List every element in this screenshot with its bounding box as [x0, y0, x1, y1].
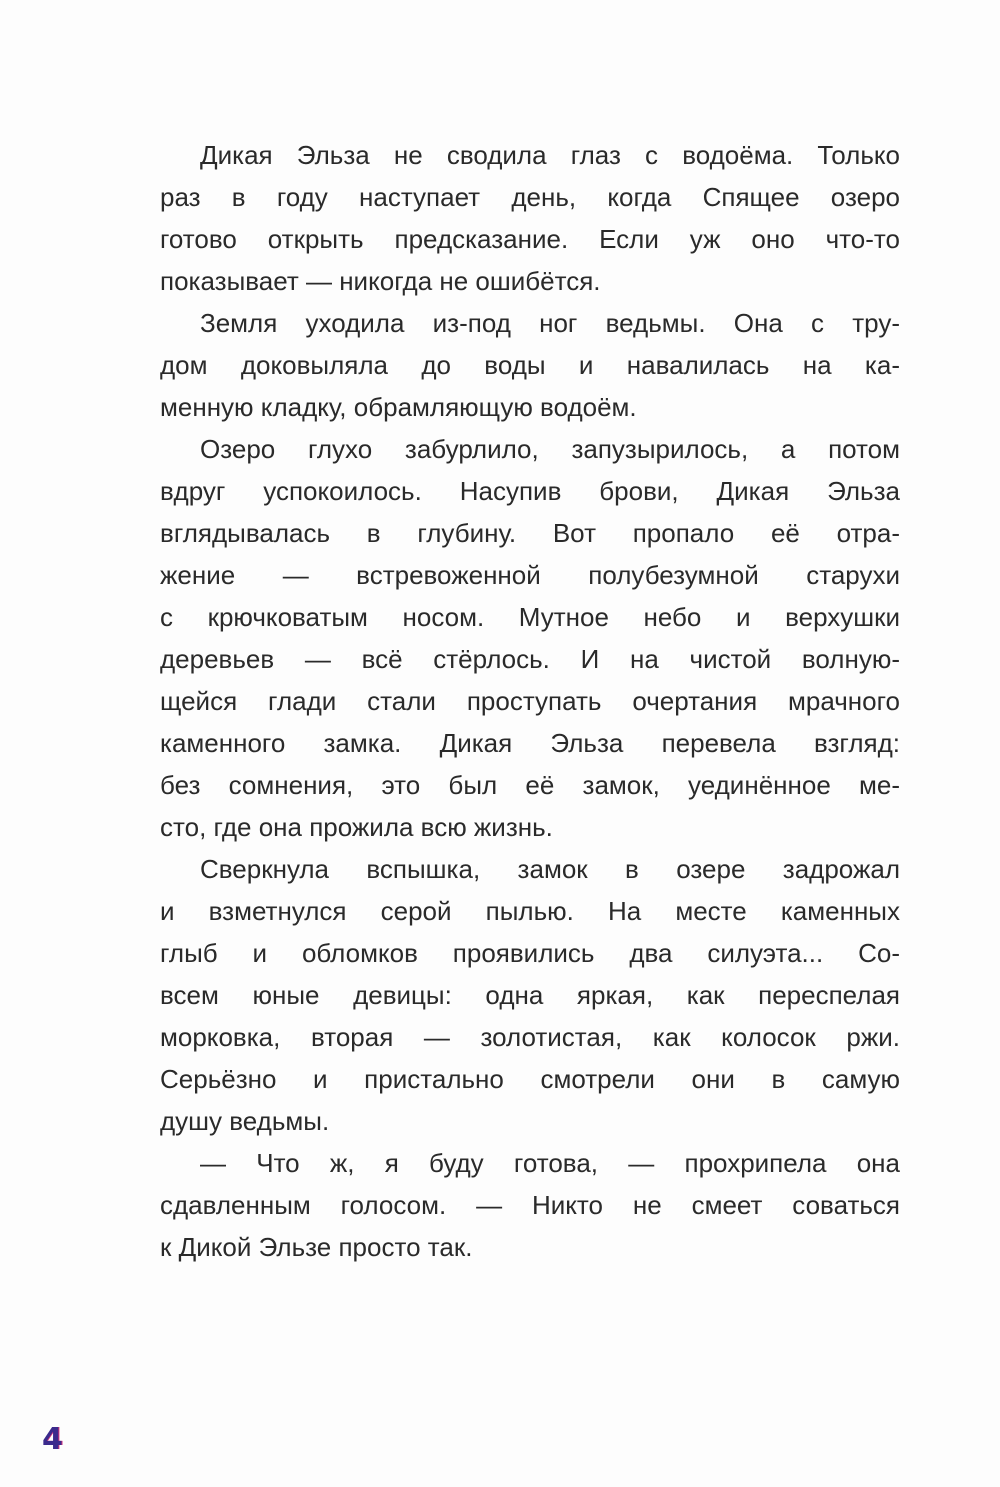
text-line: вглядывалась в глубину. Вот пропало её отра- [160, 518, 900, 548]
text-line: готово открыть предсказание. Если уж оно что-то [160, 224, 900, 254]
text-line: морковка, вторая — золотистая, как колосок ржи. [160, 1022, 900, 1052]
paragraph [160, 428, 900, 848]
text-line: душу ведьмы. [160, 1106, 330, 1136]
text-line: дом доковыляла до воды и навалилась на ка- [160, 350, 900, 380]
text-line: сто, где она прожила всю жизнь. [160, 812, 553, 842]
text-line: без сомнения, это был её замок, уединённое ме- [160, 770, 900, 800]
paragraph [160, 848, 900, 1142]
text-line: менную кладку, обрамляющую водоём. [160, 392, 637, 422]
text-line: Сверкнула вспышка, замок в озере задрожал [200, 854, 900, 884]
text-line: Земля уходила из-под ног ведьмы. Она с тру- [200, 308, 900, 338]
text-line: Серьёзно и пристально смотрели они в самую [160, 1064, 900, 1094]
text-line: щейся глади стали проступать очертания мрачного [160, 686, 900, 716]
text-line: Озеро глухо забурлило, запузырилось, а потом [200, 434, 900, 464]
text-line: каменного замка. Дикая Эльза перевела взгляд: [160, 728, 900, 758]
text-line: показывает — никогда не ошибётся. [160, 266, 601, 296]
text-line: раз в году наступает день, когда Спящее озеро [160, 182, 900, 212]
page-body-text [160, 134, 900, 1268]
text-line: с крючковатым носом. Мутное небо и верхушки [160, 602, 900, 632]
text-line: вдруг успокоилось. Насупив брови, Дикая Эльза [160, 476, 900, 506]
paragraph [160, 134, 900, 302]
text-line: сдавленным голосом. — Никто не смеет соваться [160, 1190, 900, 1220]
paragraph [160, 1142, 900, 1268]
paragraph [160, 302, 900, 428]
text-line: жение — встревоженной полубезумной старухи [160, 560, 900, 590]
text-line: — Что ж, я буду готова, — прохрипела она [200, 1148, 900, 1178]
text-line: деревьев — всё стёрлось. И на чистой волную- [160, 644, 900, 674]
page-number: 4 [42, 1422, 63, 1457]
text-line: и взметнулся серой пылью. На месте каменных [160, 896, 900, 926]
text-line: глыб и обломков проявились два силуэта... Со- [160, 938, 900, 968]
text-line: к Дикой Эльзе просто так. [160, 1232, 473, 1262]
text-line: всем юные девицы: одна яркая, как переспелая [160, 980, 900, 1010]
text-line: Дикая Эльза не сводила глаз с водоёма. Только [200, 140, 900, 170]
